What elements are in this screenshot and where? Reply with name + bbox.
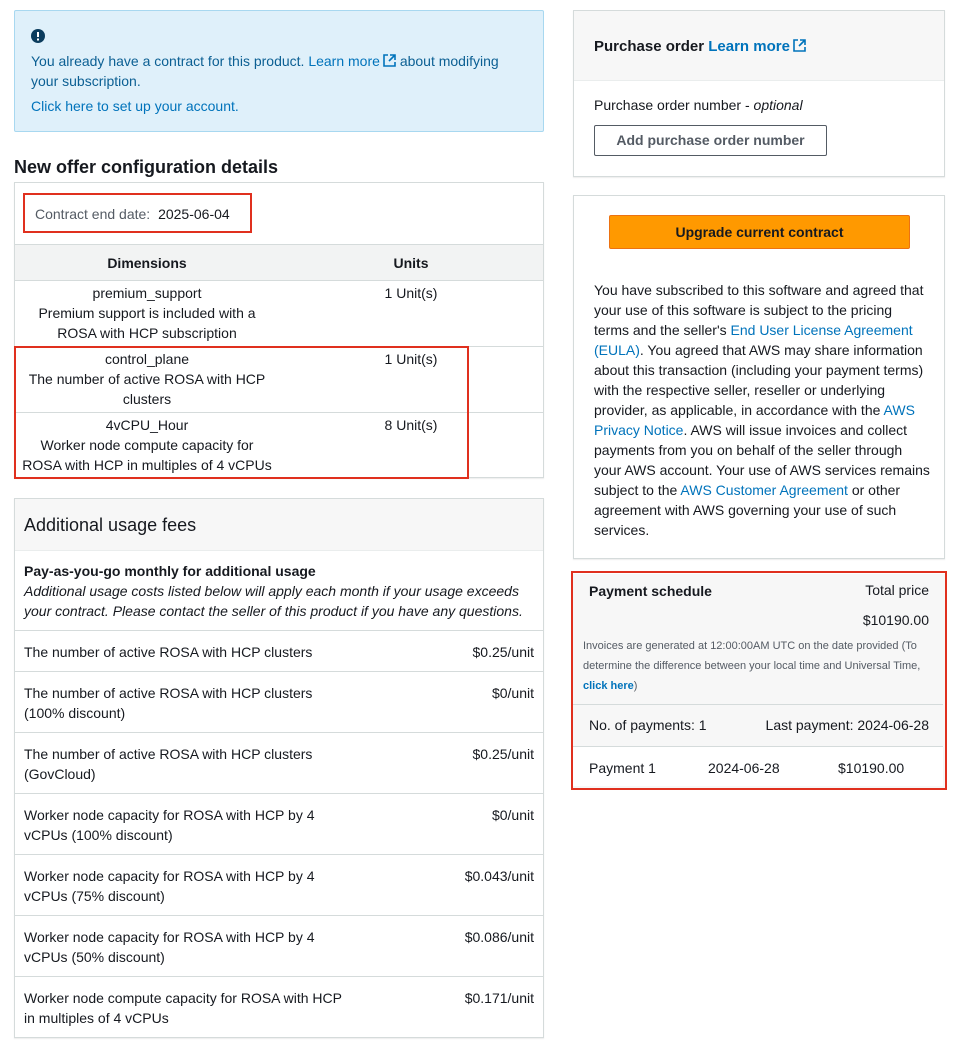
dimension-units: 1 Unit(s) (384, 351, 438, 367)
payg-desc: your contract. Please contact the seller of this product if you have any questions. (24, 603, 523, 619)
dimension-name: 4vCPU_Hour (105, 417, 189, 433)
payg-description (24, 561, 534, 621)
upgrade-contract-button[interactable]: Upgrade current contract (609, 215, 910, 249)
dimension-desc: ROSA with HCP subscription (57, 325, 237, 341)
payment-schedule-title: Payment schedule (589, 583, 712, 599)
dimension-units: 1 Unit(s) (384, 285, 438, 301)
info-icon (31, 29, 45, 43)
fee-description: Worker node capacity for ROSA with HCP by 4 (24, 807, 315, 823)
list-item (15, 732, 543, 793)
customer-agreement-link[interactable]: AWS Customer Agreement (680, 482, 848, 498)
col-units: Units (393, 255, 429, 271)
fee-description: (100% discount) (24, 705, 126, 721)
fee-price: $0/unit (491, 807, 534, 823)
payment-amount: $10190.00 (838, 760, 905, 776)
fee-price: $0.043/unit (464, 868, 534, 884)
alert-text-suffix: about modifying (399, 53, 499, 69)
payment-label: Payment 1 (589, 760, 656, 776)
invoice-note: Invoices are generated at 12:00:00AM UTC on the date provided (To determine the difference between your local time and Universal Time, click here) (583, 640, 921, 692)
list-item (15, 854, 543, 915)
purchase-order-panel (573, 10, 945, 177)
fee-description: The number of active ROSA with HCP clusters (24, 644, 313, 660)
alert-learn-more-link[interactable]: Learn more (308, 53, 396, 69)
purchase-order-title: Purchase order (594, 38, 705, 55)
usage-fees-panel (14, 498, 544, 1038)
eula-link[interactable]: End User License Agreement (EULA) (594, 322, 913, 358)
divider (573, 704, 943, 705)
fee-description: Worker node compute capacity for ROSA with HCP (24, 990, 342, 1006)
fee-description: Worker node capacity for ROSA with HCP by 4 (24, 868, 315, 884)
contract-end-value: 2025-06-04 (158, 206, 230, 222)
number-of-payments: No. of payments: 1 (589, 717, 707, 733)
upgrade-panel (573, 195, 945, 559)
payment-schedule-panel (573, 574, 945, 788)
dimension-name: premium_support (92, 285, 202, 301)
external-link-icon (383, 54, 396, 67)
payg-desc: Additional usage costs listed below will apply each month if your usage exceeds (24, 583, 519, 599)
dimension-desc: Premium support is included with a (38, 305, 256, 321)
fee-price: $0.25/unit (472, 644, 534, 660)
fee-description: in multiples of 4 vCPUs (24, 1010, 169, 1026)
list-item (15, 915, 543, 976)
alert-message-line1 (31, 51, 499, 71)
fee-description: vCPUs (100% discount) (24, 827, 173, 843)
add-purchase-order-button[interactable]: Add purchase order number (594, 125, 827, 156)
dimension-units: 8 Unit(s) (384, 417, 438, 433)
dimension-desc: The number of active ROSA with HCP (28, 371, 266, 387)
usage-fees-title: Additional usage fees (24, 515, 197, 535)
fee-price: $0/unit (491, 685, 534, 701)
info-alert (14, 10, 544, 132)
purchase-order-header (574, 11, 944, 81)
dimensions-table-header (15, 244, 543, 281)
usage-fees-header (15, 499, 543, 551)
time-difference-link[interactable]: click here (583, 680, 634, 692)
fee-description: The number of active ROSA with HCP clusters (24, 685, 313, 701)
config-heading: New offer configuration details (14, 157, 279, 177)
fee-price: $0.25/unit (472, 746, 534, 762)
fee-description: (GovCloud) (24, 766, 96, 782)
dimension-desc: ROSA with HCP in multiples of 4 vCPUs (22, 457, 272, 473)
list-item (15, 976, 543, 1037)
last-payment: Last payment: 2024-06-28 (765, 717, 929, 733)
alert-message-line2: your subscription. (31, 73, 141, 89)
optional-label: optional (753, 97, 803, 113)
purchase-order-number-label: Purchase order number - optional (594, 97, 803, 113)
table-row (15, 347, 543, 413)
privacy-notice-link[interactable]: AWS Privacy Notice (594, 402, 915, 438)
legal-terms: You have subscribed to this software and agreed that your use of this software is subject to the pricing terms and the seller's End User License Agreement (EULA). You agreed that AWS may share information about this transaction (including your payment terms) with the respective seller, reseller or underlying provider, as applicable, in accordance with the AWS Privacy Notice. AWS will issue invoices and collect payments from you on behalf of the seller through your AWS account. Your use of AWS services remains subject to the AWS Customer Agreement or other agreement with AWS governing your use of such services. (594, 282, 930, 538)
alert-text: You already have a contract for this product. (31, 53, 305, 69)
payg-title: Pay-as-you-go monthly for additional usage (24, 563, 316, 579)
purchase-order-learn-more-link[interactable]: Learn more (708, 38, 806, 55)
col-dimensions: Dimensions (107, 255, 187, 271)
fee-description: The number of active ROSA with HCP clusters (24, 746, 313, 762)
config-panel (14, 182, 544, 478)
external-link-icon (793, 39, 806, 52)
dimension-name: control_plane (104, 351, 190, 367)
table-row (573, 746, 943, 786)
list-item (15, 793, 543, 854)
fee-description: vCPUs (75% discount) (24, 888, 165, 904)
table-row (15, 413, 543, 479)
fee-description: vCPUs (50% discount) (24, 949, 165, 965)
fee-description: Worker node capacity for ROSA with HCP by 4 (24, 929, 315, 945)
fee-price: $0.086/unit (464, 929, 534, 945)
dimension-desc: Worker node compute capacity for (40, 437, 254, 453)
payment-date: 2024-06-28 (708, 760, 780, 776)
list-item (15, 630, 543, 671)
total-price-value: $10190.00 (862, 612, 929, 628)
list-item (15, 671, 543, 732)
fee-price: $0.171/unit (464, 990, 534, 1006)
setup-account-link[interactable]: Click here to set up your account. (31, 98, 239, 114)
total-price-label: Total price (865, 582, 929, 598)
table-row (15, 281, 543, 347)
contract-end-date (35, 206, 230, 222)
dimension-desc: clusters (122, 391, 172, 407)
contract-end-label: Contract end date: (35, 206, 151, 222)
